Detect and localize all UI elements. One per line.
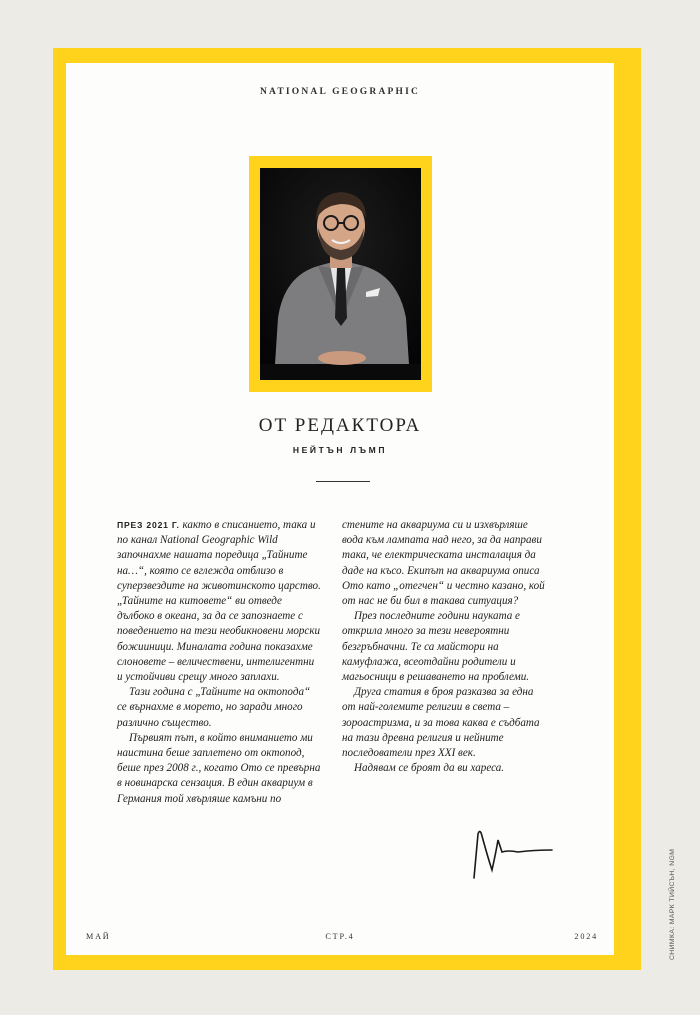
editor-signature bbox=[468, 826, 558, 887]
paragraph: Тази година с „Тайните на октопода“ се върнахме в морето, но заради много различно същество. bbox=[117, 686, 311, 729]
magazine-page bbox=[66, 63, 614, 955]
paragraph: Надявам се броят да ви хареса. bbox=[354, 762, 505, 775]
paragraph: Друга статия в броя разказва за една от най-големите религии в света – зороастризма, и за това каква е съдбата на тази древна религия и нейните последователи през XXI век. bbox=[342, 686, 540, 760]
section-heading: ОТ РЕДАКТОРА bbox=[258, 415, 422, 436]
footer-year: 2024 bbox=[574, 932, 598, 941]
editor-portrait-photo bbox=[260, 168, 421, 380]
author-byline: НЕЙТЪН ЛЪМП bbox=[292, 445, 388, 455]
footer-month: МАЙ bbox=[86, 932, 111, 941]
article-column-2 bbox=[342, 518, 546, 776]
footer-page-number: СТР.4 bbox=[325, 932, 355, 941]
masthead: NATIONAL GEOGRAPHIC bbox=[259, 87, 421, 97]
paragraph-text: както в списанието, така и по канал National Geographic Wild започнахме нашата поредица „Тайните на…“, която се вглежда отблизо в суперзвездите на животинското царство. „Тайните на китовете“ ви отведе дълбоко в океана, за да се запознаете с поведението на тези необикновени морски божииници. Миналата година показахме слоновете – величествени, интелигентни и устойчиви срещу много заплахи. bbox=[117, 519, 321, 684]
paragraph bbox=[117, 518, 321, 685]
paragraph: През последните години науката е открила много за тези невероятни безгръбначни. Те са майстори на камуфлажа, всеотдайни родители и магьосници в решаването на проблеми. bbox=[342, 610, 530, 684]
signature-scribble bbox=[468, 826, 558, 882]
paragraph: стените на аквариума си и изхвърляше вода към лампата над него, за да направи така, че електрическата инсталация да даде на късо. Екипът на аквариума описа Ото като „отегчен“ и честно казано, кой от нас не би бил в такава ситуация? bbox=[342, 519, 545, 608]
article-column-1 bbox=[117, 518, 321, 807]
editor-portrait-illustration bbox=[260, 168, 421, 380]
paragraph: Първият път, в който вниманието ми наистина беше заплетено от октопод, беше през 2008 г., когато Ото се превърна в новинарска сензация. В един аквариум в Германия той хвърляше камъни по bbox=[117, 731, 321, 805]
lead-in: ПРЕЗ 2021 Г. bbox=[117, 520, 180, 530]
divider-rule bbox=[316, 481, 370, 482]
photo-credit: СНИМКА: МАРК ТИЙСЪН, NGM bbox=[669, 848, 676, 960]
